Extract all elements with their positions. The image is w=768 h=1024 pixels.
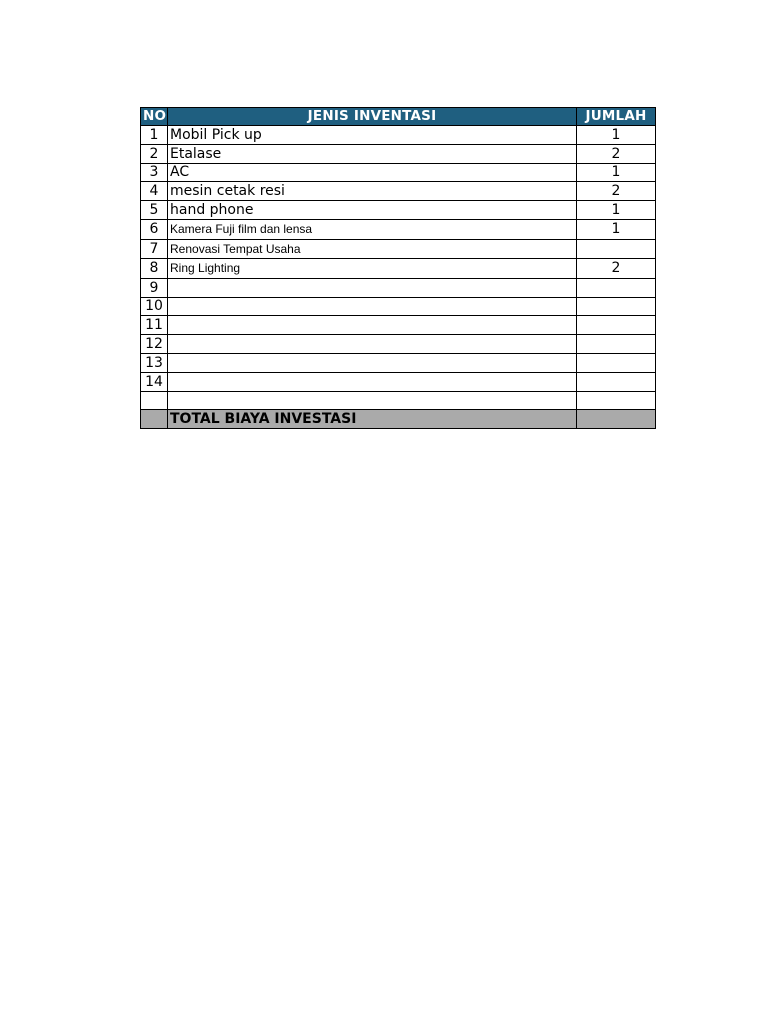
- row-name: mesin cetak resi: [168, 182, 577, 201]
- row-no: 3: [141, 163, 168, 182]
- table-row: [141, 144, 656, 163]
- row-no: 4: [141, 182, 168, 201]
- row-no: 2: [141, 144, 168, 163]
- total-value: [577, 410, 656, 429]
- row-name: Etalase: [168, 144, 577, 163]
- table-row: [141, 201, 656, 220]
- row-name: [168, 353, 577, 372]
- table-header-row: [141, 108, 656, 126]
- row-no: 9: [141, 278, 168, 297]
- table-row: [141, 126, 656, 145]
- row-qty: 2: [577, 259, 656, 279]
- row-no: 6: [141, 219, 168, 239]
- table-row: [141, 353, 656, 372]
- inventory-table: [140, 107, 656, 429]
- row-qty: [577, 335, 656, 354]
- row-name: [168, 278, 577, 297]
- table-row: [141, 259, 656, 279]
- total-no-cell: [141, 410, 168, 429]
- row-no: 12: [141, 335, 168, 354]
- row-qty: 1: [577, 219, 656, 239]
- row-name: [168, 316, 577, 335]
- row-name: Ring Lighting: [168, 259, 577, 279]
- row-name: [168, 391, 577, 410]
- row-name: [168, 297, 577, 316]
- table-row: [141, 163, 656, 182]
- row-qty: [577, 278, 656, 297]
- row-no: 11: [141, 316, 168, 335]
- row-qty: 1: [577, 201, 656, 220]
- row-no: 13: [141, 353, 168, 372]
- row-qty: [577, 297, 656, 316]
- row-no: 10: [141, 297, 168, 316]
- table-row: [141, 182, 656, 201]
- table-row: [141, 239, 656, 259]
- table-row: [141, 391, 656, 410]
- row-no: 5: [141, 201, 168, 220]
- row-qty: 1: [577, 163, 656, 182]
- row-qty: 2: [577, 144, 656, 163]
- row-no: 1: [141, 126, 168, 145]
- table-row: [141, 316, 656, 335]
- row-qty: [577, 239, 656, 259]
- total-row: [141, 410, 656, 429]
- row-name: Renovasi Tempat Usaha: [168, 239, 577, 259]
- header-name: JENIS INVENTASI: [168, 108, 577, 126]
- table-row: [141, 372, 656, 391]
- row-qty: 2: [577, 182, 656, 201]
- row-no: [141, 391, 168, 410]
- row-qty: 1: [577, 126, 656, 145]
- row-no: 8: [141, 259, 168, 279]
- row-name: [168, 335, 577, 354]
- row-qty: [577, 316, 656, 335]
- row-no: 14: [141, 372, 168, 391]
- table-row: [141, 335, 656, 354]
- table-row: [141, 219, 656, 239]
- row-qty: [577, 353, 656, 372]
- row-name: Kamera Fuji film dan lensa: [168, 219, 577, 239]
- header-no: NO: [141, 108, 168, 126]
- total-label: TOTAL BIAYA INVESTASI: [168, 410, 577, 429]
- table-row: [141, 278, 656, 297]
- row-name: [168, 372, 577, 391]
- row-qty: [577, 372, 656, 391]
- row-name: Mobil Pick up: [168, 126, 577, 145]
- table-row: [141, 297, 656, 316]
- row-name: AC: [168, 163, 577, 182]
- row-no: 7: [141, 239, 168, 259]
- row-name: hand phone: [168, 201, 577, 220]
- row-qty: [577, 391, 656, 410]
- header-qty: JUMLAH: [577, 108, 656, 126]
